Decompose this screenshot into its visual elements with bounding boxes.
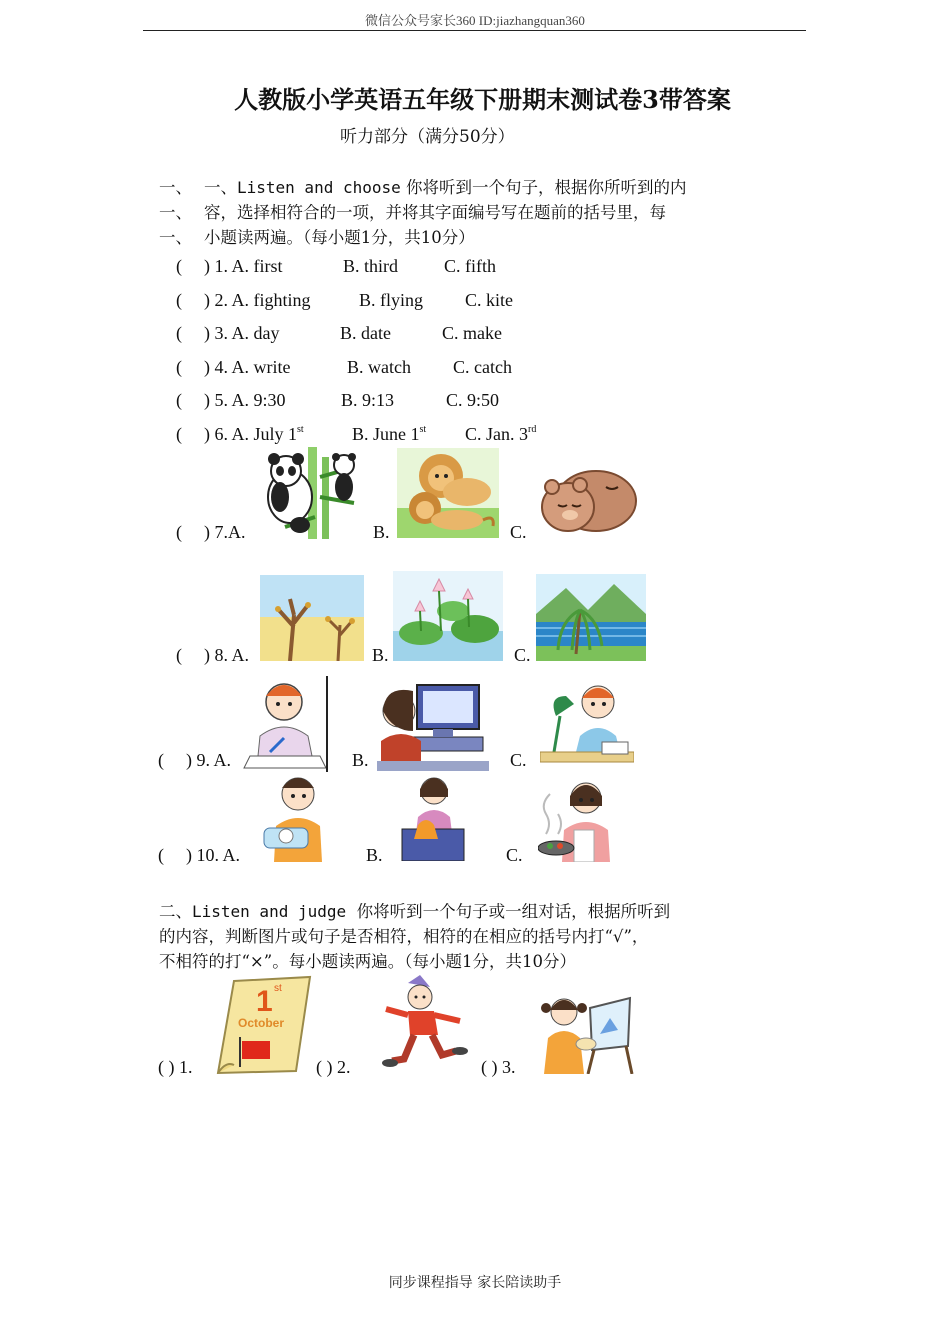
calendar-day-suffix: st	[274, 983, 282, 994]
section1-line2: 一、 容，选择相符合的一项，并将其字面编号写在题前的括号里，每	[159, 203, 666, 222]
section2-line3: 不相符的打“×”。每小题读两遍。（每小题1分，共10分）	[159, 952, 576, 971]
section1-line3: 一、 小题读两遍。（每小题1分，共10分）	[159, 228, 475, 247]
autumn-tree-picture	[260, 575, 364, 661]
list-item: ( ) 5. A. 9:30 B. 9:13 C. 9:50	[176, 390, 500, 410]
question-7: ( ) 7.A.	[176, 522, 246, 542]
section2-line1: 二、Listen and judge 你将听到一个句子或一组对话，根据所听到	[159, 902, 671, 921]
calendar-day: 1	[256, 985, 273, 1018]
judge-item-1: ( ) 1.	[158, 1057, 193, 1077]
calendar-october-picture	[214, 975, 312, 1075]
girl-cooking-picture	[538, 778, 612, 862]
boy-running-picture	[378, 975, 470, 1071]
panda-bamboo-picture	[260, 447, 365, 539]
question-8: ( ) 8. A.	[176, 645, 249, 665]
lake-willow-picture	[536, 574, 646, 661]
q8-option-c-label: C.	[514, 645, 531, 665]
judge-item-3: ( ) 3.	[481, 1057, 516, 1077]
page-subtitle: 听力部分（满分50分）	[340, 127, 515, 147]
q8-option-b-label: B.	[372, 645, 389, 665]
q9-option-c-label: C.	[510, 750, 527, 770]
question-10: ( ) 10. A.	[158, 845, 240, 865]
q10-option-c-label: C.	[506, 845, 523, 865]
list-item: ( ) 6. A. July 1st B. June 1st C. Jan. 3rd	[176, 424, 537, 444]
girl-cleaning-picture	[398, 773, 468, 861]
q10-option-b-label: B.	[366, 845, 383, 865]
section2-line2: 的内容，判断图片或句子是否相符，相符的在相应的括号内打“√”，	[159, 927, 649, 946]
list-item: ( ) 3. A. day B. date C. make	[176, 323, 502, 343]
q7-option-c-label: C.	[510, 522, 527, 542]
girl-painting-picture	[538, 988, 634, 1074]
page-footer: 同步课程指导 家长陪读助手	[388, 1275, 562, 1291]
section1-line1: 一、 一、Listen and choose 你将听到一个句子，根据你所听到的内	[159, 178, 687, 197]
lotus-pond-picture	[393, 571, 503, 661]
lions-picture	[397, 448, 499, 538]
boy-washing-dishes-picture	[262, 772, 328, 862]
sleeping-bears-picture	[536, 457, 640, 541]
girl-computer-picture	[377, 681, 489, 771]
q9-option-b-label: B.	[352, 750, 369, 770]
list-item: ( ) 2. A. fighting B. flying C. kite	[176, 290, 513, 310]
girl-writing-picture	[240, 676, 330, 772]
list-item: ( ) 4. A. write B. watch C. catch	[176, 357, 512, 377]
page-header: 微信公众号家长360 ID:jiazhangquan360	[365, 13, 585, 28]
judge-item-2: ( ) 2.	[316, 1057, 351, 1077]
list-item: ( ) 1. A. first B. third C. fifth	[176, 256, 496, 276]
q7-option-b-label: B.	[373, 522, 390, 542]
boy-desk-lamp-picture	[540, 680, 634, 766]
calendar-month: October	[238, 1016, 285, 1030]
header-divider	[143, 30, 806, 31]
page-title: 人教版小学英语五年级下册期末测试卷3带答案	[234, 85, 731, 114]
question-9: ( ) 9. A.	[158, 750, 231, 770]
